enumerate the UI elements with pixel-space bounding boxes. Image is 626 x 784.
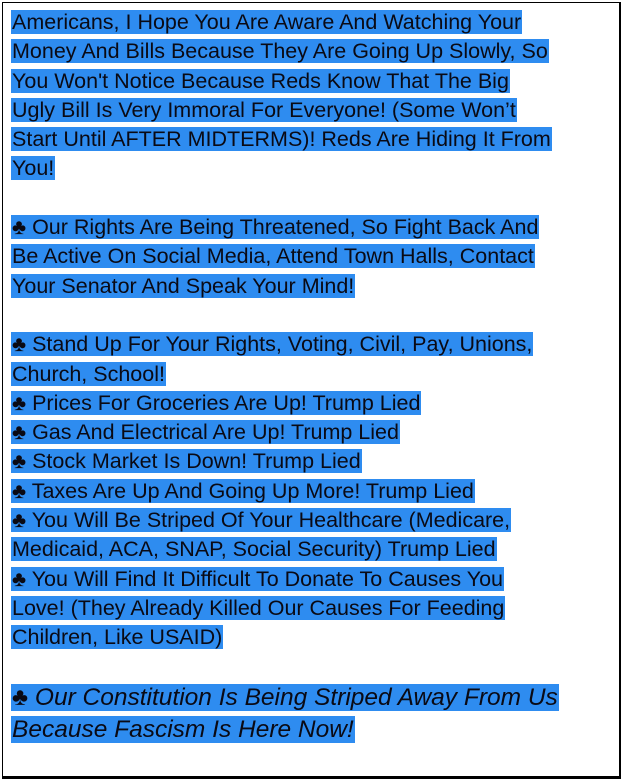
- text-line: [11, 8, 613, 37]
- paragraph-intro: [11, 8, 613, 184]
- highlighted-text: ♣ Our Rights Are Being Threatened, So Fight Back And: [12, 215, 539, 240]
- highlighted-text: Because Fascism Is Here Now!: [12, 715, 354, 743]
- text-line: [11, 418, 613, 447]
- text-line: [11, 506, 613, 535]
- text-line: [11, 67, 613, 96]
- highlighted-text: Church, School!: [12, 361, 165, 386]
- document-body: [11, 8, 613, 775]
- text-line: [11, 154, 613, 183]
- text-line: [11, 477, 613, 506]
- text-line: [11, 37, 613, 66]
- paragraph-bullet-list: [11, 330, 613, 652]
- text-line: [11, 96, 613, 125]
- highlighted-text: Children, Like USAID): [12, 625, 223, 650]
- highlighted-text: Your Senator And Speak Your Mind!: [12, 273, 355, 298]
- highlighted-text: ♣ Gas And Electrical Are Up! Trump Lied: [12, 420, 399, 445]
- highlighted-text: Ugly Bill Is Very Immoral For Everyone! (Some Won’t: [12, 97, 516, 122]
- highlighted-text: ♣ You Will Find It Difficult To Donate To Causes You: [12, 566, 503, 591]
- text-line: [11, 447, 613, 476]
- text-line: [11, 594, 613, 623]
- highlighted-text: ♣ You Will Be Striped Of Your Healthcare (Medicare,: [12, 508, 511, 533]
- highlighted-text: Americans, I Hope You Are Aware And Watching Your: [12, 10, 522, 34]
- highlighted-text: ♣ Stock Market Is Down! Trump Lied: [12, 449, 361, 474]
- text-line: [11, 272, 613, 301]
- text-line: [11, 125, 613, 154]
- text-line: [11, 623, 613, 652]
- text-line: [11, 330, 613, 359]
- highlighted-text: ♣ Stand Up For Your Rights, Voting, Civil, Pay, Unions,: [12, 332, 533, 357]
- highlighted-text: Love! (They Already Killed Our Causes For Feeding: [12, 595, 505, 620]
- highlighted-text: You!: [12, 156, 55, 181]
- highlighted-text: Medicaid, ACA, SNAP, Social Security) Trump Lied: [12, 537, 496, 562]
- text-line: [11, 389, 613, 418]
- highlighted-text: Start Until AFTER MIDTERMS)! Reds Are Hiding It From: [12, 127, 551, 152]
- text-line: [11, 360, 613, 389]
- text-line: [11, 682, 613, 714]
- text-line: [11, 535, 613, 564]
- paragraph-rights: [11, 213, 613, 301]
- highlighted-text: ♣ Our Constitution Is Being Striped Away From Us: [12, 683, 558, 711]
- highlighted-text: Money And Bills Because They Are Going Up Slowly, So: [12, 39, 548, 64]
- text-line: [11, 242, 613, 271]
- text-line: [11, 714, 613, 746]
- highlighted-text: ♣ Taxes Are Up And Going Up More! Trump Lied: [12, 478, 474, 503]
- highlighted-text: Be Active On Social Media, Attend Town Halls, Contact: [12, 244, 534, 269]
- document-page: [2, 2, 621, 779]
- text-line: [11, 565, 613, 594]
- highlighted-text: You Won't Notice Because Reds Know That The Big: [12, 68, 509, 93]
- text-line: [11, 213, 613, 242]
- highlighted-text: ♣ Prices For Groceries Are Up! Trump Lied: [12, 390, 421, 415]
- paragraph-closing: [11, 682, 613, 746]
